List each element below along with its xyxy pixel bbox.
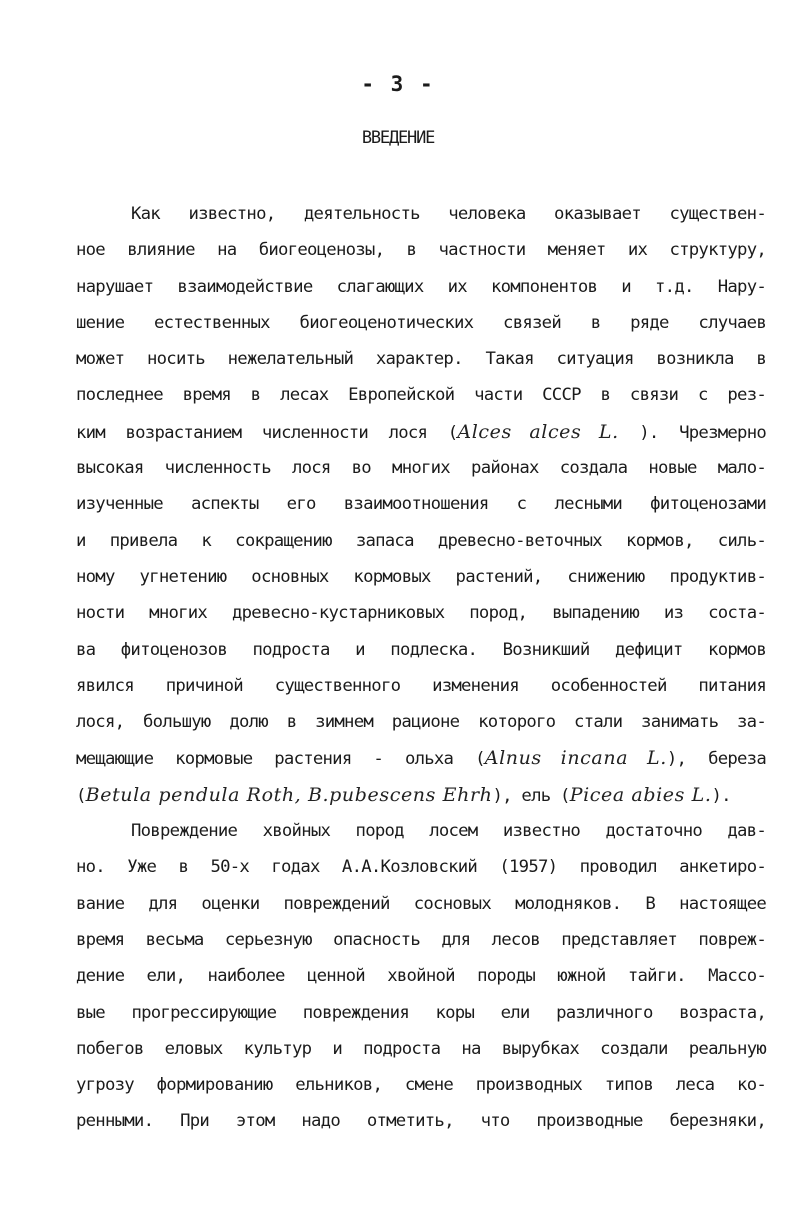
text-line: и привела к сокращению запаса древесно-веточных кормов, силь-: [76, 530, 766, 551]
text-line: явился причиной существенного изменения особенностей питания: [76, 675, 766, 696]
text-segment: (: [76, 785, 86, 806]
page-number: - 3 -: [361, 72, 435, 96]
text-segment: ). Чрезмерно: [618, 422, 766, 443]
text-segment: ).: [711, 785, 731, 806]
section-heading: ВВЕДЕНИЕ: [361, 128, 435, 148]
text-line: последнее время в лесах Европейской части СССР в связи с рез-: [76, 385, 766, 406]
text-line: Как известно, деятельность человека оказывает существен-: [131, 204, 766, 224]
text-line: ренными. При этом надо отметить, что производные березняки,: [76, 1111, 766, 1132]
text-line: дение ели, наиболее ценной хвойной породы южной тайги. Массо-: [76, 966, 766, 987]
latin-species-name: Alnus incana L.: [484, 747, 667, 770]
latin-species-name: Alces alces L.: [457, 420, 619, 443]
text-line: время весьма серьезную опасность для лесов представляет повреж-: [76, 929, 766, 950]
text-segment: ), ель (: [492, 785, 570, 806]
text-line-with-latin: [76, 777, 766, 813]
body-text: [76, 196, 766, 1140]
text-line: угрозу формированию ельников, смене производных типов леса ко-: [76, 1075, 766, 1096]
text-line: вание для оценки повреждений сосновых молодняков. В настоящее: [76, 893, 766, 914]
text-line-with-latin: [76, 414, 766, 450]
text-line: шение естественных биогеоценотических связей в ряде случаев: [76, 312, 766, 333]
text-line: лося, большую долю в зимнем рационе которого стали занимать за-: [76, 712, 766, 733]
text-line: нарушает взаимодействие слагающих их компонентов и т.д. Нару-: [76, 276, 766, 297]
text-line: ва фитоценозов подроста и подлеска. Возникший дефицит кормов: [76, 639, 766, 660]
text-line: может носить нежелательный характер. Такая ситуация возникла в: [76, 349, 766, 370]
text-line: вые прогрессирующие повреждения коры ели различного возраста,: [76, 1002, 766, 1023]
text-segment: мещающие кормовые растения - ольха (: [76, 749, 485, 770]
text-segment: ), береза: [666, 749, 766, 770]
text-line-with-latin: [76, 740, 766, 776]
text-line: ное влияние на биогеоценозы, в частности меняет их структуру,: [76, 240, 766, 261]
text-line: изученные аспекты его взаимоотношения с лесными фитоценозами: [76, 494, 766, 515]
text-line: но. Уже в 50-х годах А.А.Козловский (1957) проводил анкетиро-: [76, 857, 766, 878]
text-line: ности многих древесно-кустарниковых пород, выпадению из соста-: [76, 603, 766, 624]
text-line: высокая численность лося во многих районах создала новые мало-: [76, 458, 766, 479]
text-line: ному угнетению основных кормовых растений, снижению продуктив-: [76, 566, 766, 587]
text-segment: ким возрастанием численности лося (: [76, 422, 458, 443]
text-line: побегов еловых культур и подроста на вырубках создали реальную: [76, 1038, 766, 1059]
text-line: Повреждение хвойных пород лосем известно достаточно дав-: [131, 821, 766, 842]
latin-species-name: Picea abies L.: [569, 783, 712, 806]
latin-species-name: Betula pendula Roth, B.pubescens Ehrh: [85, 783, 493, 806]
